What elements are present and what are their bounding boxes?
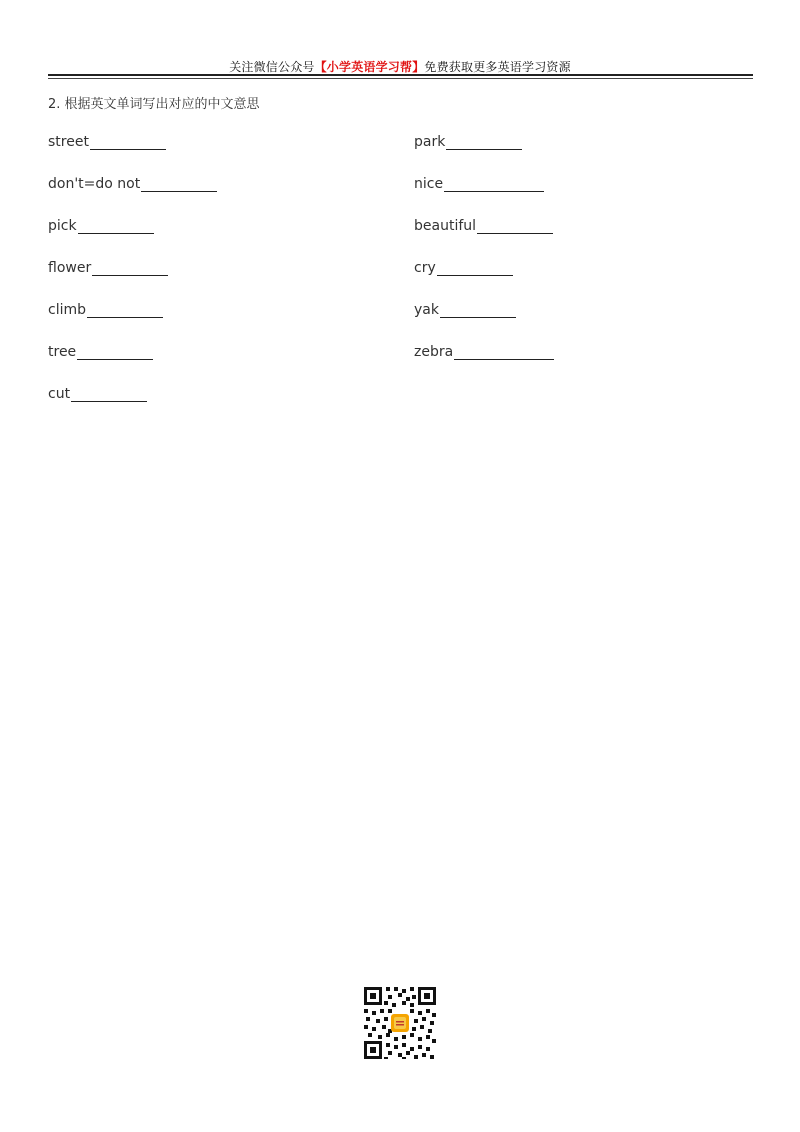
answer-blank[interactable] — [454, 347, 554, 360]
vocab-word: cut — [48, 386, 71, 402]
vocab-item-beautiful — [414, 218, 553, 234]
vocab-word: street — [48, 134, 89, 150]
vocab-item-climb — [48, 302, 163, 318]
vocab-item-flower — [48, 260, 168, 276]
vocab-item-yak — [414, 302, 516, 318]
header-suffix: 免费获取更多英语学习资源 — [424, 60, 571, 74]
vocab-word: flower — [48, 260, 92, 276]
answer-blank[interactable] — [77, 347, 153, 360]
vocab-word: don't=do not — [48, 176, 141, 192]
vocab-item-cry — [414, 260, 513, 276]
vocab-item-zebra — [414, 344, 554, 360]
vocab-word: beautiful — [414, 218, 477, 234]
vocab-word: pick — [48, 218, 77, 234]
answer-blank[interactable] — [437, 263, 513, 276]
vocab-word: zebra — [414, 344, 454, 360]
vocab-word: nice — [414, 176, 444, 192]
page-header — [0, 58, 800, 75]
vocab-word: tree — [48, 344, 77, 360]
answer-blank[interactable] — [440, 305, 516, 318]
answer-blank[interactable] — [444, 179, 544, 192]
answer-blank[interactable] — [78, 221, 154, 234]
qr-code-icon — [362, 985, 438, 1061]
answer-blank[interactable] — [87, 305, 163, 318]
answer-blank[interactable] — [141, 179, 217, 192]
vocab-item-tree — [48, 344, 153, 360]
vocab-item-street — [48, 134, 166, 150]
header-prefix: 关注微信公众号 — [229, 60, 315, 74]
vocab-item-park — [414, 134, 522, 150]
answer-blank[interactable] — [90, 137, 166, 150]
header-rule-thick — [48, 74, 753, 76]
question-title: 2. 根据英文单词写出对应的中文意思 — [48, 97, 260, 112]
vocab-item-dont — [48, 176, 217, 192]
answer-blank[interactable] — [92, 263, 168, 276]
answer-blank[interactable] — [477, 221, 553, 234]
vocab-word: park — [414, 134, 446, 150]
vocab-word: yak — [414, 302, 439, 318]
vocab-item-cut — [48, 386, 147, 402]
header-rule-thin — [48, 78, 753, 79]
answer-blank[interactable] — [446, 137, 522, 150]
vocab-item-nice — [414, 176, 544, 192]
header-bracket-open: 【 — [314, 60, 327, 74]
vocab-item-pick — [48, 218, 154, 234]
header-bracket-close: 】 — [412, 60, 425, 74]
answer-blank[interactable] — [71, 389, 147, 402]
vocab-word: climb — [48, 302, 87, 318]
vocab-word: cry — [414, 260, 436, 276]
header-highlight: 小学英语学习帮 — [326, 60, 413, 74]
